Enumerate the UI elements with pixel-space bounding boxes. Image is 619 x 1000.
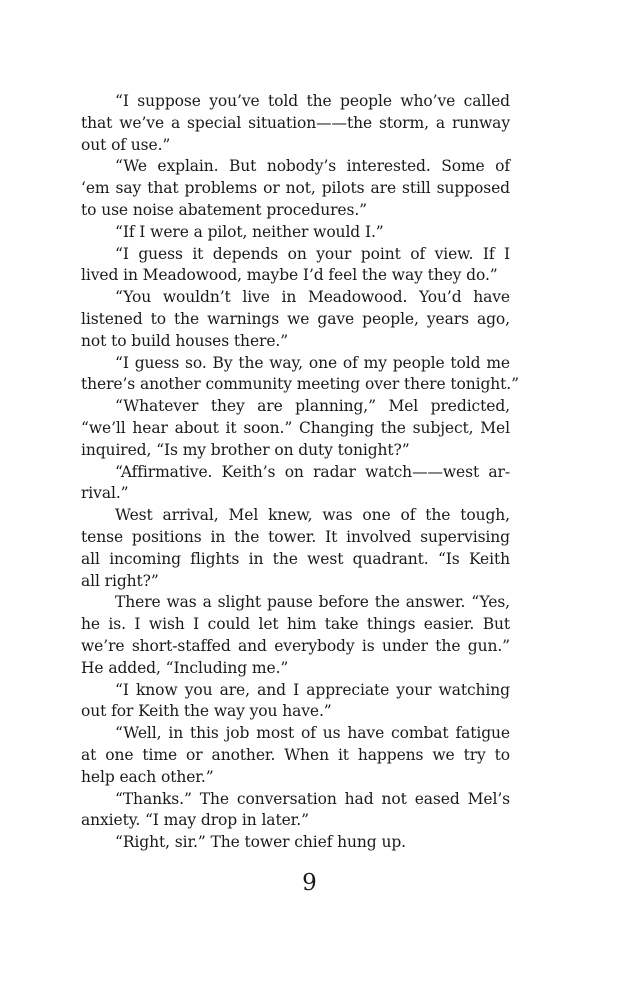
- text-line: help each other.”: [81, 767, 214, 786]
- text-line: There was a slight pause before the answer. “Yes,: [115, 593, 510, 612]
- text-line: at one time or another. When it happens we try to: [81, 745, 510, 764]
- text-line: all incoming flights in the west quadrant. “Is Keith: [81, 549, 510, 568]
- text-line: “Whatever they are planning,” Mel predicted,: [115, 397, 510, 416]
- text-line: “If I were a pilot, neither would I.”: [115, 222, 384, 241]
- text-line: we’re short-staffed and everybody is under the gun.”: [81, 636, 510, 655]
- text-line: out for Keith the way you have.”: [81, 702, 332, 721]
- text-line: lived in Meadowood, maybe I’d feel the way they do.”: [81, 266, 498, 285]
- text-line: “I suppose you’ve told the people who’ve called: [115, 92, 510, 110]
- text-line: “We explain. But nobody’s interested. Some of: [115, 157, 510, 176]
- text-line: not to build houses there.”: [81, 331, 289, 350]
- text-line: “Well, in this job most of us have combat fatigue: [115, 724, 510, 743]
- page-number: 9: [302, 870, 317, 896]
- text-line: ‘em say that problems or not, pilots are still supposed: [81, 179, 510, 198]
- text-line: tense positions in the tower. It involved supervising: [81, 527, 510, 546]
- text-line: “I guess so. By the way, one of my people told me: [115, 353, 510, 372]
- text-line: “Right, sir.” The tower chief hung up.: [115, 833, 406, 852]
- text-line: “Affirmative. Keith’s on radar watch——west ar-: [115, 462, 510, 481]
- text-line: out of use.”: [81, 135, 171, 154]
- text-line: He added, “Including me.”: [81, 658, 289, 677]
- text-line: “I know you are, and I appreciate your watching: [115, 680, 510, 699]
- text-line: anxiety. “I may drop in later.”: [81, 811, 309, 830]
- text-line: “I guess it depends on your point of view. If I: [115, 244, 510, 263]
- text-line: rival.”: [81, 484, 129, 503]
- page-body-text: [81, 91, 519, 854]
- text-line: listened to the warnings we gave people, years ago,: [81, 309, 510, 328]
- text-line: there’s another community meeting over there tonight.”: [81, 375, 519, 394]
- text-line: “Thanks.” The conversation had not eased Mel’s: [115, 789, 510, 808]
- text-line: to use noise abatement procedures.”: [81, 200, 367, 219]
- text-line: “we’ll hear about it soon.” Changing the subject, Mel: [81, 418, 510, 437]
- text-line: all right?”: [81, 571, 159, 590]
- text-line: West arrival, Mel knew, was one of the tough,: [115, 506, 510, 525]
- text-line: inquired, “Is my brother on duty tonight?”: [81, 440, 410, 459]
- text-line: “You wouldn’t live in Meadowood. You’d have: [115, 288, 510, 307]
- text-line: that we’ve a special situation——the storm, a runway: [81, 113, 510, 132]
- text-line: he is. I wish I could let him take things easier. But: [81, 615, 510, 634]
